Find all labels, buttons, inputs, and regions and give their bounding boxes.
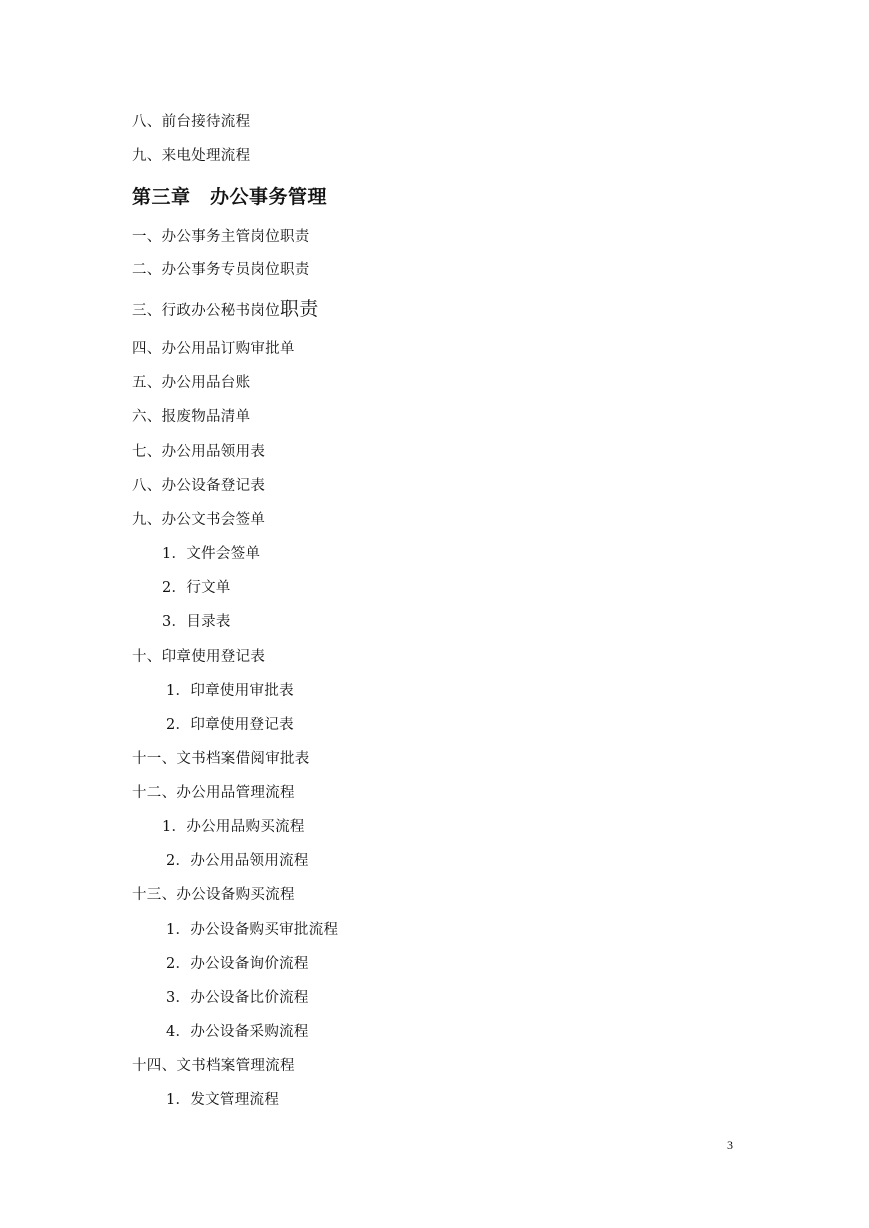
toc-item-7: 七、办公用品领用表	[132, 444, 266, 460]
toc-item-6: 六、报废物品清单	[132, 409, 251, 425]
toc-subitem-13-3: 3．办公设备比价流程	[166, 990, 309, 1006]
toc-subitem-14-1: 1．发文管理流程	[166, 1092, 280, 1108]
toc-item-2: 二、办公事务专员岗位职责	[132, 262, 310, 278]
toc-item-12: 十二、办公用品管理流程	[132, 785, 295, 801]
toc-item-3	[132, 300, 319, 320]
toc-item-8: 八、办公设备登记表	[132, 478, 266, 494]
toc-item-5: 五、办公用品台账	[132, 375, 251, 391]
toc-subitem-13-4: 4．办公设备采购流程	[166, 1024, 309, 1040]
toc-subitem-12-2: 2．办公用品领用流程	[166, 853, 309, 869]
toc-subitem-13-2: 2．办公设备询价流程	[166, 956, 309, 972]
toc-item-1: 一、办公事务主管岗位职责	[132, 229, 310, 245]
toc-item-13: 十三、办公设备购买流程	[132, 887, 295, 903]
toc-subitem-9-1: 1．文件会签单	[162, 546, 261, 562]
chapter-heading: 第三章 办公事务管理	[132, 186, 328, 208]
toc-subitem-9-2: 2．行文单	[162, 580, 231, 596]
toc-subitem-13-1: 1．办公设备购买审批流程	[166, 922, 339, 938]
toc-subitem-12-1: 1．办公用品购买流程	[162, 819, 305, 835]
toc-item-front-desk-reception: 八、前台接待流程	[132, 114, 251, 130]
toc-item-3-prefix: 三、行政办公秘书岗位	[132, 303, 280, 319]
toc-item-4: 四、办公用品订购审批单	[132, 341, 295, 357]
toc-subitem-10-2: 2．印章使用登记表	[166, 717, 294, 733]
toc-subitem-10-1: 1．印章使用审批表	[166, 683, 294, 699]
toc-item-10: 十、印章使用登记表	[132, 649, 266, 665]
toc-subitem-9-3: 3．目录表	[162, 614, 231, 630]
toc-item-11: 十一、文书档案借阅审批表	[132, 751, 310, 767]
page-number: 3	[727, 1138, 733, 1152]
toc-item-9: 九、办公文书会签单	[132, 512, 266, 528]
toc-item-14: 十四、文书档案管理流程	[132, 1058, 295, 1074]
toc-item-3-suffix: 职责	[280, 298, 319, 320]
toc-item-call-handling: 九、来电处理流程	[132, 148, 251, 164]
